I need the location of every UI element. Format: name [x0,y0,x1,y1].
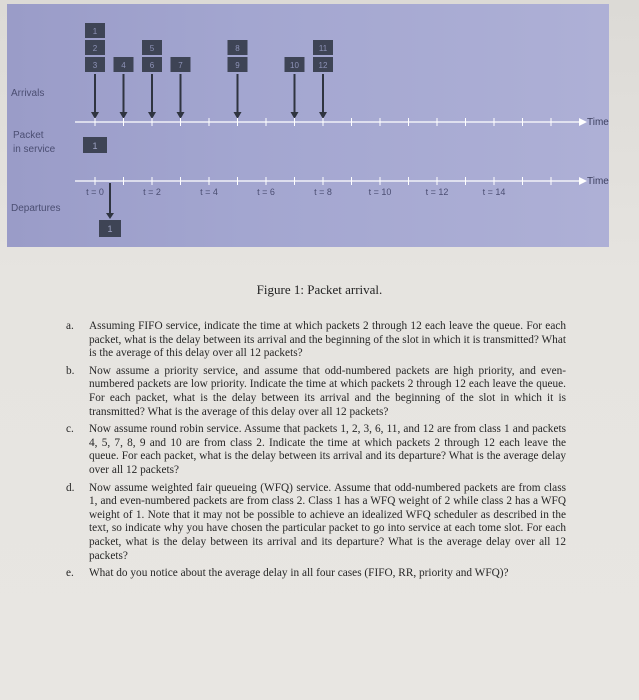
packet-arrival-figure [7,4,609,247]
time-tick-label: t = 2 [143,187,161,197]
question-c-marker: c. [66,423,74,436]
question-a-marker: a. [66,320,74,332]
question-b [66,365,566,419]
arrivals-axis-arrowhead [579,118,587,126]
question-list [66,320,566,585]
time-tick-label: t = 8 [314,187,332,197]
arrival-packet-number: 1 [92,27,98,36]
arrival-packet-number: 5 [149,44,155,53]
time-tick-label: t = 4 [200,187,218,197]
question-b-text: Now assume a priority service, and assume that odd-numbered packets are high priority, and even-numbered packets are low priority. Indicate the time at which packets 2 through 12 each leave the queue. For each packet, what is the delay between its arrival and the beginning of the slot in which it is transmitted? What is the average of this delay over all 12 packets? [89,364,566,418]
arrival-packet-number: 11 [318,44,328,53]
arrival-packet-number: 6 [149,61,155,70]
arrival-packet-number: 10 [290,61,299,70]
packet-in-service-label-line1: Packet [13,130,44,141]
time-tick-label: t = 12 [425,187,449,197]
departed-packet-number: 1 [107,224,113,234]
arrival-packet-number: 8 [235,44,240,53]
arrival-packet-number: 4 [121,61,126,70]
time-tick-label: t = 10 [368,187,392,197]
packet-in-service-label-line2: in service [13,144,56,155]
question-e-text: What do you notice about the average delay in all four cases (FIFO, RR, priority and WFQ)? [89,567,509,580]
arrival-arrowhead [291,112,299,119]
arrival-packet-number: 3 [92,61,98,70]
arrival-arrowhead [148,112,156,119]
arrival-packet-number: 7 [178,61,183,70]
figure-caption: Figure 1: Packet arrival. [256,282,383,297]
question-d-marker: d. [66,481,75,494]
arrival-arrowhead [177,112,185,119]
arrival-arrowhead [120,112,128,119]
arrival-arrowhead [319,112,327,119]
question-a-text: Assuming FIFO service, indicate the time at which packets 2 through 12 each leave the queue. For each packet, what is the delay between its arrival and the beginning of the slot in which it is transmitted? What is the average of this delay over all 12 packets? [89,320,566,360]
arrivals-layer [85,23,333,119]
departures-label: Departures [11,203,61,214]
departures-axis-arrowhead [579,177,587,185]
departure-arrowhead [106,213,114,219]
question-d-text: Now assume weighted fair queueing (WFQ) service. Assume that odd-numbered packets are from class 1, and even-numbered packets are from class 2. Class 1 has a WFQ weight of 2 while class 2 has a WFQ weight of 1. Note that it may not be possible to achieve an idealized WFQ scheduler as described in the text, so indicate why you have chosen the particular packet to go into service at each tome slot. For each packet, what is the delay between its arrival and its departure? What is the average delay over all 12 packets? [89,481,566,562]
question-c-text: Now assume round robin service. Assume that packets 1, 2, 3, 6, 11, and 12 are from class 1 and packets 4, 5, 7, 8, 9 and 10 are from class 2. Indicate the time at which packets 2 through 12 each leave the queue. For each packet, what is the delay between its arrival and its departure? What is the average delay over all 12 packets? [89,423,566,476]
arrivals-label: Arrivals [11,88,45,99]
question-d [66,482,566,564]
question-e [66,567,566,581]
time-tick-label: t = 6 [257,187,275,197]
time-tick-label: t = 0 [86,187,104,197]
time-tick-label: t = 14 [482,187,506,197]
time-tick-labels [86,187,505,197]
question-a [66,320,566,361]
question-e-marker: e. [66,567,74,580]
arrival-arrowhead [91,112,99,119]
arrival-arrowhead [234,112,242,119]
figure-panel [7,4,609,247]
question-c [66,423,566,477]
arrival-packet-number: 12 [318,61,328,70]
packet-in-service-number: 1 [92,141,98,151]
arrival-packet-number: 2 [92,44,98,53]
time-axis-label-top: Time [587,117,609,128]
time-axis-label-bottom: Time [587,176,609,187]
question-b-marker: b. [66,364,75,377]
arrival-packet-number: 9 [235,61,240,70]
